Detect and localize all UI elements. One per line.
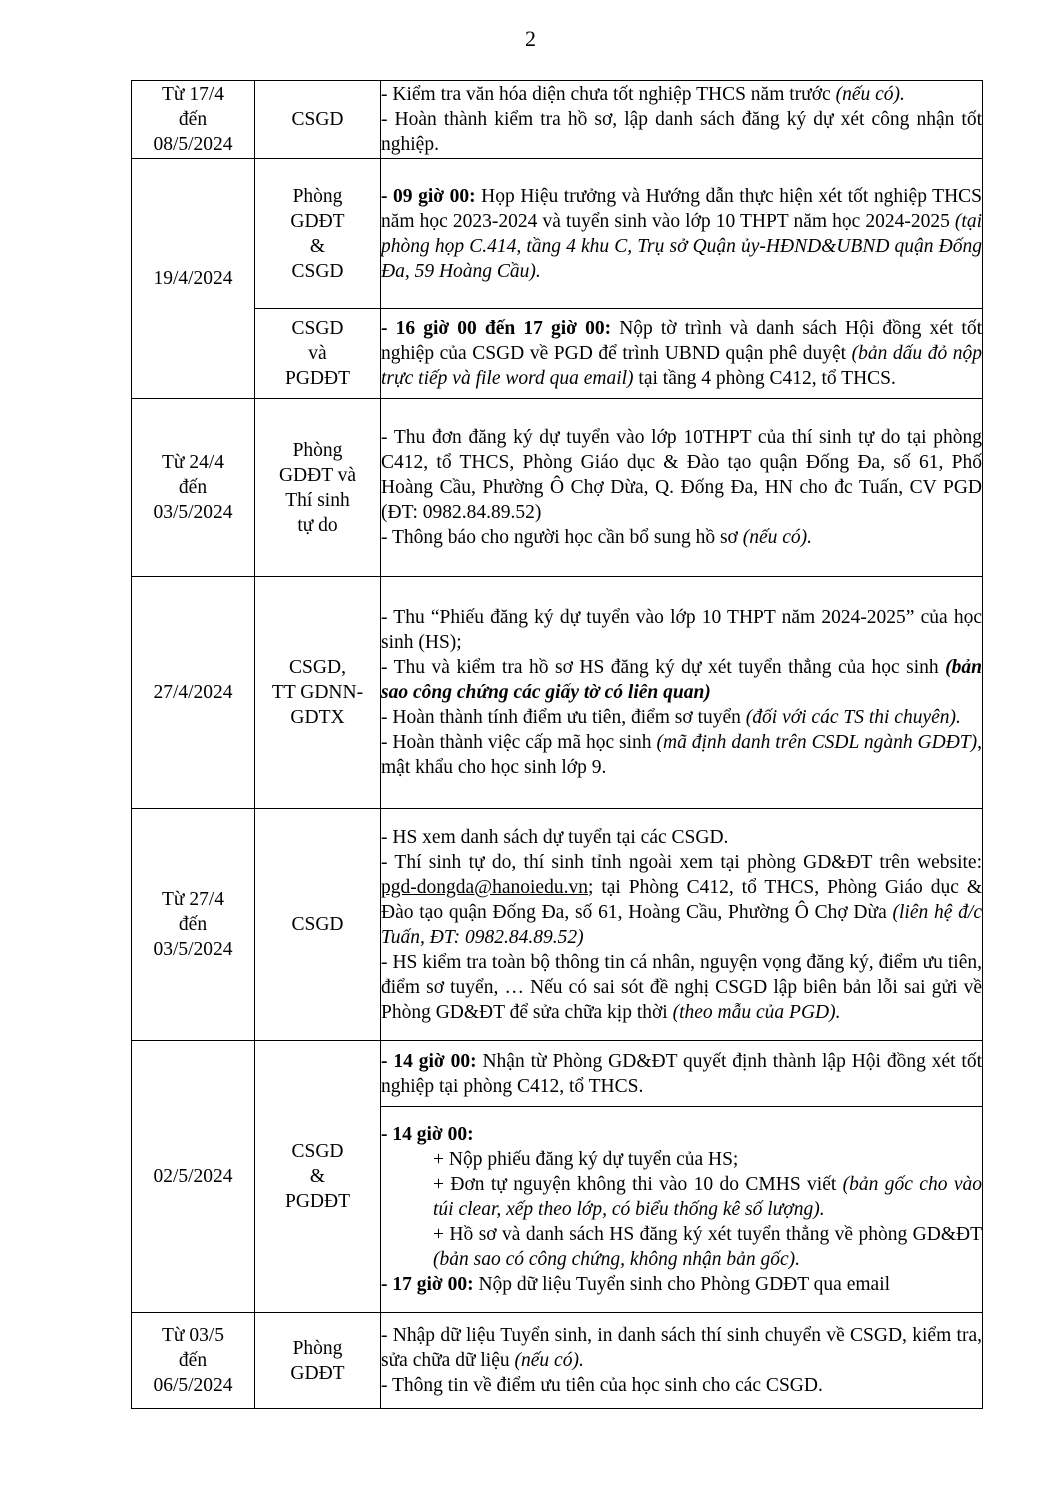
date-cell: Từ 17/4 đến 08/5/2024 <box>132 81 255 159</box>
task-cell: - 16 giờ 00 đến 17 giờ 00: Nộp tờ trình và danh sách Hội đồng xét tốt nghiệp của CSGD về PGD để trình UBND quận phê duyệt (bản dấu đỏ nộp trực tiếp và file word qua email) tại tầng 4 phòng C412, tổ THCS. <box>381 309 983 399</box>
table-row <box>132 809 983 1041</box>
task-cell: - Nhập dữ liệu Tuyển sinh, in danh sách thí sinh chuyển về CSGD, kiểm tra, sửa chữa dữ liệu (nếu có). - Thông tin về điểm ưu tiên của học sinh cho các CSGD. <box>381 1313 983 1409</box>
table-row <box>132 1041 983 1107</box>
unit-cell: CSGD <box>255 809 381 1041</box>
task-cell: - 14 giờ 00: + Nộp phiếu đăng ký dự tuyển của HS; + Đơn tự nguyện không thi vào 10 do CMHS viết (bản gốc cho vào túi clear, xếp theo lớp, có biểu thống kê số lượng). + Hồ sơ và danh sách HS đăng ký xét tuyển thẳng về phòng GD&ĐT (bản sao có công chứng, không nhận bản gốc). - 17 giờ 00: Nộp dữ liệu Tuyển sinh cho Phòng GDĐT qua email <box>381 1107 983 1313</box>
task-cell: - 14 giờ 00: Nhận từ Phòng GD&ĐT quyết định thành lập Hội đồng xét tốt nghiệp tại phòng C412, tổ THCS. <box>381 1041 983 1107</box>
website-email-link[interactable]: pgd-dongda@hanoiedu.vn <box>381 876 588 898</box>
date-cell: Từ 24/4 đến 03/5/2024 <box>132 399 255 577</box>
task-cell: - HS xem danh sách dự tuyển tại các CSGD. - Thí sinh tự do, thí sinh tỉnh ngoài xem tại phòng GD&ĐT trên website: pgd-dongda@hanoiedu.vn; tại Phòng C412, tổ THCS, Phòng Giáo dục & Đào tạo quận Đống Đa, số 61, Hoàng Cầu, Phường Ô Chợ Dừa (liên hệ đ/c Tuấn, ĐT: 0982.84.89.52) - HS kiểm tra toàn bộ thông tin cá nhân, nguyện vọng đăng ký, điểm ưu tiên, điểm sơ tuyển, … Nếu có sai sót đề nghị CSGD lập biên bản lỗi sai gửi về Phòng GD&ĐT để sửa chữa kịp thời (theo mẫu của PGD). <box>381 809 983 1041</box>
date-cell: 19/4/2024 <box>132 159 255 399</box>
unit-cell: Phòng GDĐT <box>255 1313 381 1409</box>
task-cell: - Thu “Phiếu đăng ký dự tuyển vào lớp 10 THPT năm 2024-2025” của học sinh (HS); - Thu và kiểm tra hồ sơ HS đăng ký dự xét tuyển thẳng của học sinh (bản sao công chứng các giấy tờ có liên quan) - Hoàn thành tính điểm ưu tiên, điểm sơ tuyển (đối với các TS thi chuyên). - Hoàn thành việc cấp mã học sinh (mã định danh trên CSDL ngành GDĐT), mật khẩu cho học sinh lớp 9. <box>381 577 983 809</box>
unit-cell: CSGD, TT GDNN- GDTX <box>255 577 381 809</box>
schedule-table <box>131 80 983 1409</box>
table-row <box>132 399 983 577</box>
table-row <box>132 577 983 809</box>
task-cell: - Thu đơn đăng ký dự tuyển vào lớp 10THPT của thí sinh tự do tại phòng C412, tổ THCS, Phòng Giáo dục & Đào tạo quận Đống Đa, số 61, Phố Hoàng Cầu, Phường Ô Chợ Dừa, Q. Đống Đa, HN cho đc Tuấn, CV PGD (ĐT: 0982.84.89.52) - Thông báo cho người học cần bổ sung hồ sơ (nếu có). <box>381 399 983 577</box>
page-number: 2 <box>525 26 536 51</box>
table-row <box>132 81 983 159</box>
date-cell: 27/4/2024 <box>132 577 255 809</box>
date-cell: 02/5/2024 <box>132 1041 255 1313</box>
table-row <box>132 159 983 309</box>
unit-cell: CSGD và PGDĐT <box>255 309 381 399</box>
unit-cell: CSGD <box>255 81 381 159</box>
table-row <box>132 1313 983 1409</box>
unit-cell: Phòng GDĐT & CSGD <box>255 159 381 309</box>
date-cell: Từ 27/4 đến 03/5/2024 <box>132 809 255 1041</box>
unit-cell: CSGD & PGDĐT <box>255 1041 381 1313</box>
unit-cell: Phòng GDĐT và Thí sinh tự do <box>255 399 381 577</box>
date-cell: Từ 03/5 đến 06/5/2024 <box>132 1313 255 1409</box>
table-row <box>132 309 983 399</box>
task-cell: - 09 giờ 00: Họp Hiệu trưởng và Hướng dẫn thực hiện xét tốt nghiệp THCS năm học 2023-2024 và tuyển sinh vào lớp 10 THPT năm học 2024-2025 (tại phòng họp C.414, tầng 4 khu C, Trụ sở Quận ủy-HĐND&UBND quận Đống Đa, 59 Hoàng Cầu). <box>381 159 983 309</box>
task-cell: - Kiểm tra văn hóa diện chưa tốt nghiệp THCS năm trước (nếu có). - Hoàn thành kiểm tra hồ sơ, lập danh sách đăng ký dự xét công nhận tốt nghiệp. <box>381 81 983 159</box>
